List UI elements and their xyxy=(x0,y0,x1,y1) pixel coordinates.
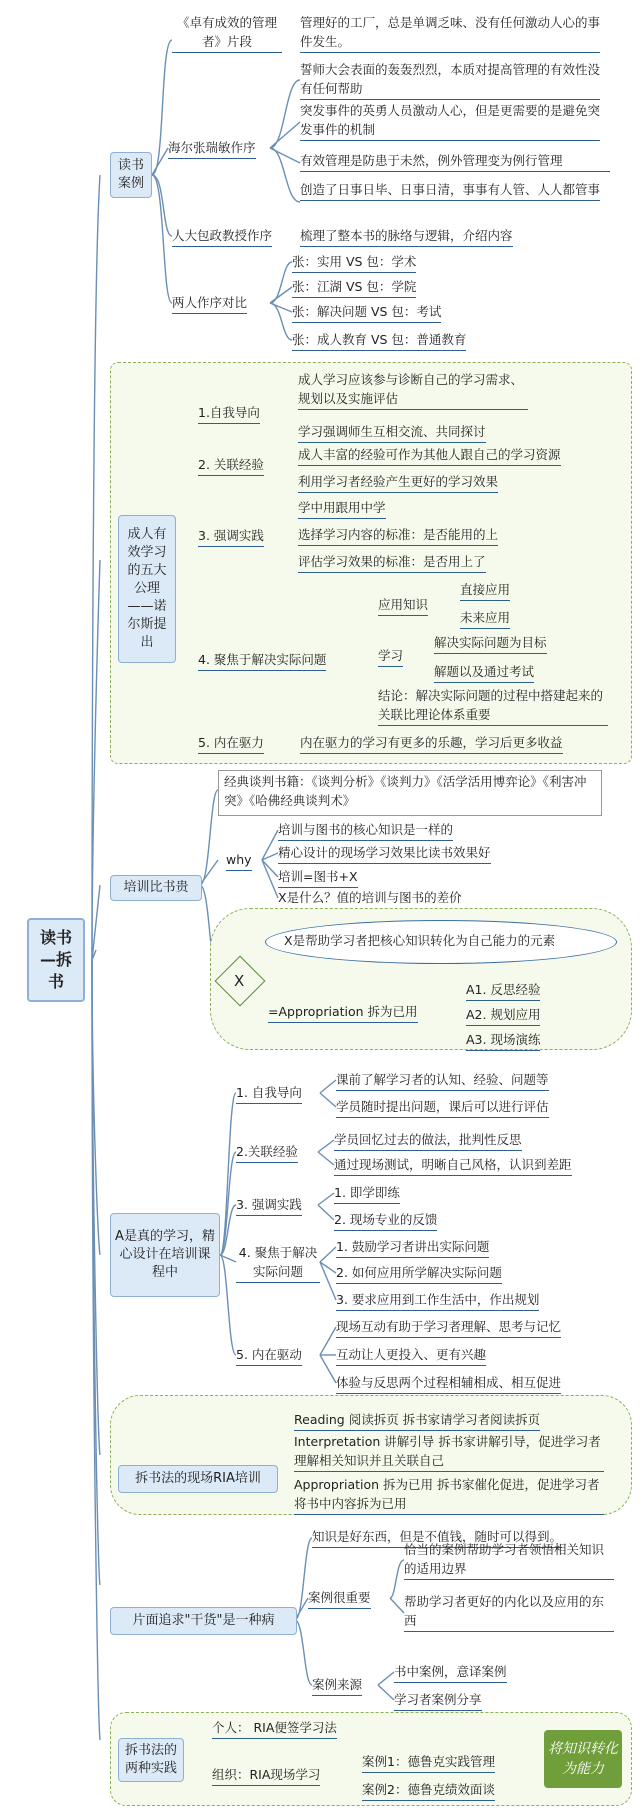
axiom-3-item-2: 选择学习内容的标准：是否能用的上 xyxy=(298,525,498,546)
learning-item-1: 解决实际问题为目标 xyxy=(434,633,547,654)
apply-item-1: 直接应用 xyxy=(460,580,510,601)
axiom-1-item-1: 成人学习应该参与诊断自己的学习需求、规划以及实施评估 xyxy=(298,370,528,410)
axiom-3-label: 3. 强调实践 xyxy=(198,526,264,547)
appropriation-label: =Appropriation 拆为已用 xyxy=(268,1002,418,1023)
node-real-learning[interactable]: A是真的学习，精心设计在培训课程中 xyxy=(110,1213,220,1297)
ria-appropriation: Appropriation 拆为已用 拆书家催化促进，促进学习者将书中内容拆为已用 xyxy=(294,1475,604,1515)
appropriation-item-3: A3. 现场演练 xyxy=(466,1030,540,1051)
design-2-item-1: 学员回忆过去的做法，批判性反思 xyxy=(334,1130,522,1151)
x-label: X xyxy=(234,972,245,990)
case-item-1: 恰当的案例帮助学习者领悟相关知识的适用边界 xyxy=(404,1540,614,1580)
hzr-item-3: 有效管理是防患于未然，例外管理变为例行管理 xyxy=(300,151,610,172)
why-item-4: X是什么？值的培训与图书的差价 xyxy=(278,888,462,909)
design-3-label: 3. 强调实践 xyxy=(236,1195,302,1216)
root-node[interactable]: 读书—拆书 xyxy=(27,918,85,1002)
design-1-label: 1. 自我导向 xyxy=(236,1083,302,1104)
axiom-2-item-2: 利用学习者经验产生更好的学习效果 xyxy=(298,472,498,493)
classics-text: 经典谈判书籍：《谈判分析》《谈判力》《活学活用博弈论》《利害冲突》《哈佛经典谈判术》 xyxy=(224,774,587,808)
ria-reading: Reading 阅读拆页 拆书家请学习者阅读拆页 xyxy=(294,1410,540,1431)
case-source-item-2: 学习者案例分享 xyxy=(394,1690,482,1711)
design-1-item-2: 学员随时提出问题，课后可以进行评估 xyxy=(336,1097,549,1118)
practice-personal: 个人： RIA便签学习法 xyxy=(212,1718,337,1739)
axiom-2-label: 2. 关联经验 xyxy=(198,455,264,476)
design-5-label: 5. 内在驱动 xyxy=(236,1345,302,1366)
knowledge-to-ability-banner: 将知识转化为能力 xyxy=(544,1730,622,1788)
case-important-label: 案例很重要 xyxy=(308,1588,371,1609)
compare-item-2: 张：江湖 VS 包：学院 xyxy=(292,277,416,298)
bao-preface-label: 人大包政教授作序 xyxy=(172,226,272,247)
ria-interpretation: Interpretation 讲解引导 拆书家讲解引导，促进学习者理解相关知识并且关联自己 xyxy=(294,1432,604,1472)
knowledge-note: 知识是好东西，但是不值钱，随时可以得到。 xyxy=(312,1527,562,1548)
case-source-item-1: 书中案例，意译案例 xyxy=(394,1662,507,1683)
case-item-2: 帮助学习者更好的内化以及应用的东西 xyxy=(404,1592,614,1632)
bao-preface-text: 梳理了整本书的脉络与逻辑，介绍内容 xyxy=(300,226,513,247)
design-3-item-2: 2. 现场专业的反馈 xyxy=(334,1210,437,1231)
why-item-2: 精心设计的现场学习效果比读书效果好 xyxy=(278,843,491,864)
compare-item-4: 张：成人教育 VS 包：普通教育 xyxy=(292,330,466,351)
axiom-4-label: 4. 聚焦于解决实际问题 xyxy=(198,650,326,671)
case-source-label: 案例来源 xyxy=(312,1675,362,1696)
axiom-2-item-1: 成人丰富的经验可作为其他人跟自己的学习资源 xyxy=(298,445,561,466)
node-training-vs-books[interactable]: 培训比书贵 xyxy=(110,875,202,901)
practice-case-2: 案例2：德鲁克绩效面谈 xyxy=(362,1780,495,1801)
design-2-label: 2.关联经验 xyxy=(236,1142,298,1163)
book-title: 《卓有成效的管理者》片段 xyxy=(172,13,282,53)
hzr-item-4: 创造了日事日毕、日事日清，事事有人管、人人都管事 xyxy=(300,180,600,201)
conclusion-text: 结论：解决实际问题的过程中搭建起来的关联比理论体系重要 xyxy=(378,686,608,726)
learning-label: 学习 xyxy=(378,646,403,667)
node-reading-cases[interactable]: 读书案例 xyxy=(110,152,152,198)
axiom-3-item-1: 学中用跟用中学 xyxy=(298,498,386,519)
compare-label: 两人作序对比 xyxy=(172,293,247,314)
appropriation-item-1: A1. 反思经验 xyxy=(466,980,540,1001)
axiom-5-text: 内在驱力的学习有更多的乐趣，学习后更多收益 xyxy=(300,733,563,754)
design-1-item-1: 课前了解学习者的认知、经验、问题等 xyxy=(336,1070,549,1091)
design-3-item-1: 1. 即学即练 xyxy=(334,1183,400,1204)
practice-org: 组织：RIA现场学习 xyxy=(212,1765,320,1786)
book-excerpt: 管理好的工厂，总是单调乏味、没有任何激动人心的事件发生。 xyxy=(300,13,600,53)
axiom-3-item-3: 评估学习效果的标准：是否用上了 xyxy=(298,552,486,573)
compare-item-1: 张：实用 VS 包：学术 xyxy=(292,252,416,273)
compare-item-3: 张：解决问题 VS 包：考试 xyxy=(292,302,441,323)
node-two-practices[interactable]: 拆书法的两种实践 xyxy=(118,1738,184,1782)
design-2-item-2: 通过现场测试，明晰自己风格，认识到差距 xyxy=(334,1155,572,1176)
appropriation-item-2: A2. 规划应用 xyxy=(466,1005,540,1026)
learning-item-2: 解题以及通过考试 xyxy=(434,662,534,683)
node-dry-goods[interactable]: 片面追求"干货"是一种病 xyxy=(110,1607,297,1635)
hzr-preface-label: 海尔张瑞敏作序 xyxy=(168,138,256,159)
design-4-label: 4. 聚焦于解决实际问题 xyxy=(236,1243,320,1283)
design-4-item-3: 3. 要求应用到工作生活中，作出规划 xyxy=(336,1290,539,1311)
design-4-item-2: 2. 如何应用所学解决实际问题 xyxy=(336,1263,502,1284)
design-5-item-2: 互动让人更投入、更有兴趣 xyxy=(336,1345,486,1366)
design-4-item-1: 1. 鼓励学习者讲出实际问题 xyxy=(336,1237,489,1258)
x-definition: X是帮助学习者把核心知识转化为自己能力的元素 xyxy=(284,933,556,948)
node-five-axioms[interactable]: 成人有效学习的五大公理——诺尔斯提出 xyxy=(118,515,176,663)
hzr-item-1: 誓师大会表面的轰轰烈烈，本质对提高管理的有效性没有任何帮助 xyxy=(300,60,600,100)
axiom-1-item-2: 学习强调师生互相交流、共同探讨 xyxy=(298,422,486,443)
apply-item-2: 未来应用 xyxy=(460,608,510,629)
why-item-3: 培训=图书+X xyxy=(278,867,358,888)
why-item-1: 培训与图书的核心知识是一样的 xyxy=(278,820,453,841)
practice-case-1: 案例1：德鲁克实践管理 xyxy=(362,1752,495,1773)
design-5-item-1: 现场互动有助于学习者理解、思考与记忆 xyxy=(336,1317,561,1338)
hzr-item-2: 突发事件的英勇人员激动人心，但是更需要的是避免突发事件的机制 xyxy=(300,101,600,141)
node-ria-training[interactable]: 拆书法的现场RIA培训 xyxy=(118,1465,278,1493)
axiom-1-label: 1.自我导向 xyxy=(198,403,260,424)
apply-knowledge-label: 应用知识 xyxy=(378,595,428,616)
design-5-item-3: 体验与反思两个过程相辅相成、相互促进 xyxy=(336,1373,561,1394)
why-label: why xyxy=(226,850,252,871)
axiom-5-label: 5. 内在驱力 xyxy=(198,733,264,754)
